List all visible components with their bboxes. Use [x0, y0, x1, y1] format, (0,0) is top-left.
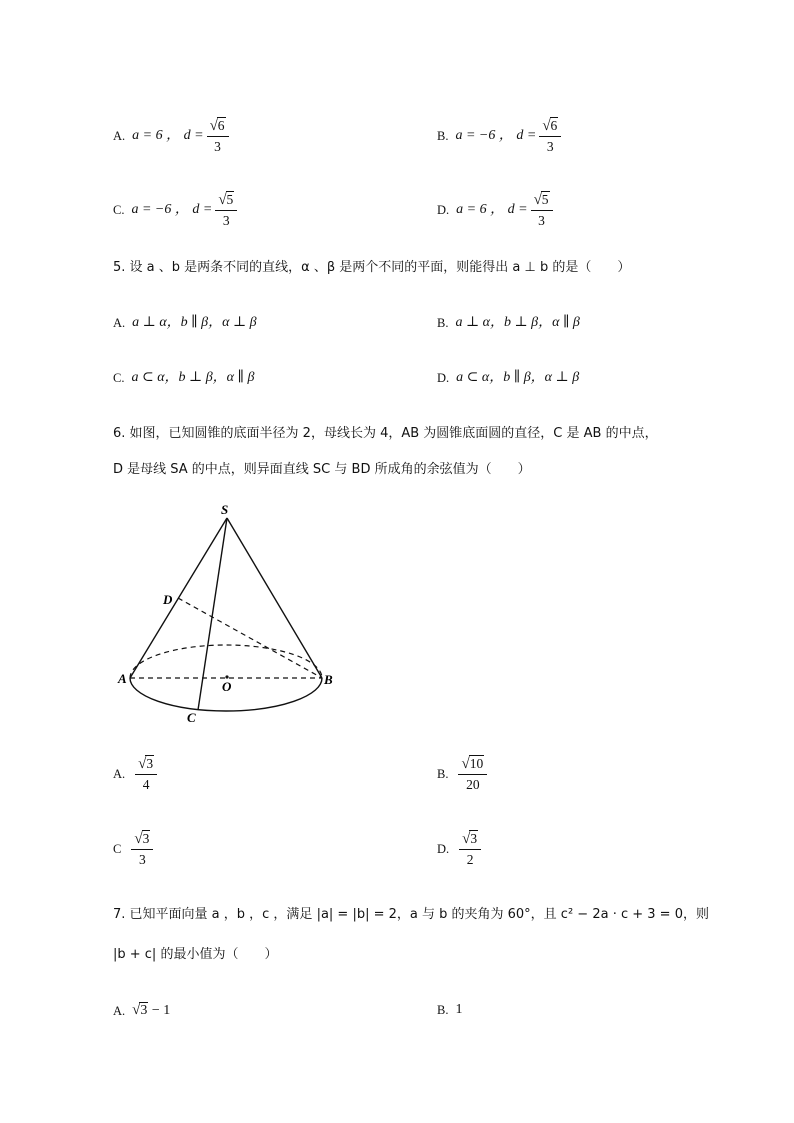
fraction: $\frac{√5}{3}$ [531, 191, 553, 229]
q4-option-b[interactable]: B. a = −6 ， d = $\frac{√6}{3}$ [437, 117, 564, 155]
generatrix-sb [227, 518, 322, 678]
q5-stem: 5. 设 a 、b 是两条不同的直线，α 、β 是两个不同的平面，则能得出 a ⊥ b 的是（ ） [113, 260, 631, 275]
q5-option-a[interactable]: A. a ⊥ α，b ∥ β，α ⊥ β [113, 315, 257, 330]
q7-stem-line2: |b + c| 的最小值为（ ） [113, 947, 278, 962]
segment-bd [178, 598, 322, 678]
cone-figure [110, 500, 350, 730]
fraction: $\frac{√6}{3}$ [539, 117, 561, 155]
label-d: D [163, 592, 173, 607]
q4-option-c[interactable]: C. a = −6 ， d = $\frac{√5}{3}$ [113, 191, 240, 229]
q6-option-d[interactable]: D. $\frac{√3}{2}$ [437, 830, 484, 868]
label-a: A [118, 671, 127, 686]
fraction: $\frac{√3}{4}$ [135, 755, 157, 793]
q7-option-b[interactable]: B. 1 [437, 1002, 463, 1017]
q6-option-b[interactable]: B. $\frac{√10}{20}$ [437, 755, 490, 793]
q5-option-d[interactable]: D. a ⊂ α，b ∥ β，α ⊥ β [437, 370, 580, 385]
q6-stem-line1: 6. 如图，已知圆锥的底面半径为 2，母线长为 4，AB 为圆锥底面圆的直径，C 是 AB 的中点， [113, 426, 658, 441]
fraction: $\frac{√10}{20}$ [458, 755, 487, 793]
q6-stem-line2: D 是母线 SA 的中点，则异面直线 SC 与 BD 所成角的余弦值为（ ） [113, 462, 531, 477]
q7-stem-line1: 7. 已知平面向量 a ，b ，c ，满足 |a| = |b| = 2，a 与 b 的夹角为 60°，且 c² − 2a · c + 3 = 0，则 [113, 907, 709, 922]
label-o: O [222, 679, 232, 694]
q5-option-b[interactable]: B. a ⊥ α，b ⊥ β，α ∥ β [437, 315, 580, 330]
q4-option-d[interactable]: D. a = 6 ， d = $\frac{√5}{3}$ [437, 191, 556, 229]
fraction: $\frac{√6}{3}$ [207, 117, 229, 155]
label-s: S [221, 502, 229, 517]
fraction: $\frac{√3}{3}$ [131, 830, 153, 868]
fraction: $\frac{√5}{3}$ [215, 191, 237, 229]
label-c: C [187, 710, 196, 725]
base-back-arc [130, 645, 322, 678]
label-b: B [324, 672, 333, 687]
q7-option-a[interactable]: A. √3 − 1 [113, 1002, 171, 1018]
fraction: $\frac{√3}{2}$ [459, 830, 481, 868]
q6-option-c[interactable]: C $\frac{√3}{3}$ [113, 830, 156, 868]
q4-option-a[interactable]: A. a = 6 ， d = $\frac{√6}{3}$ [113, 117, 232, 155]
q6-option-a[interactable]: A. $\frac{√3}{4}$ [113, 755, 160, 793]
q5-option-c[interactable]: C. a ⊂ α，b ⊥ β，α ∥ β [113, 370, 255, 385]
